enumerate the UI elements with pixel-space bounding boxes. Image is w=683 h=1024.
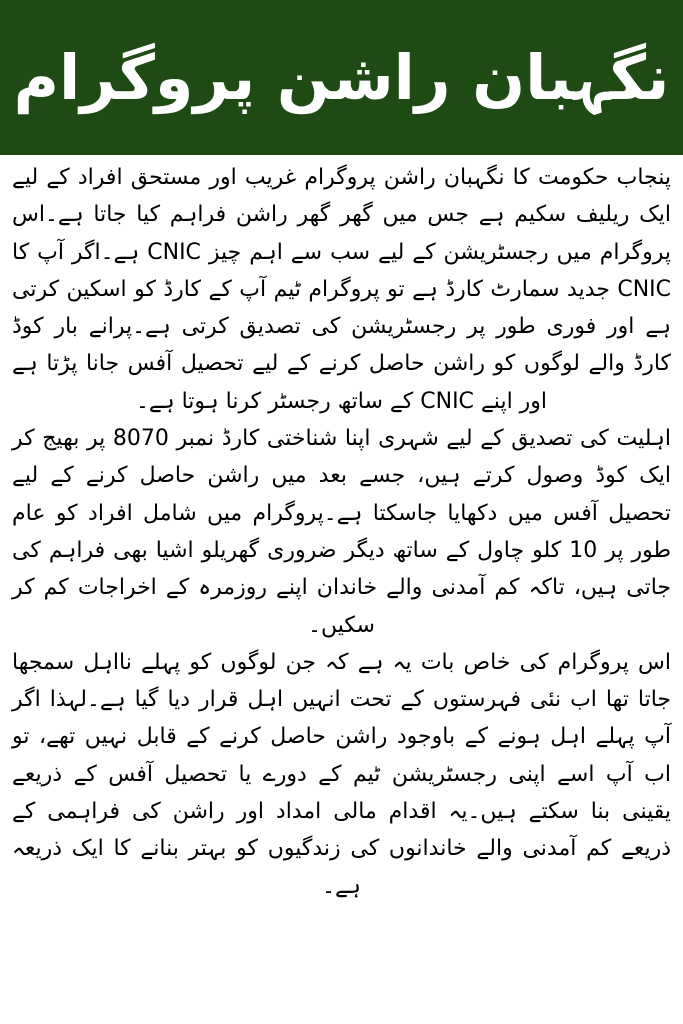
page-title: نگہبان راشن پروگرام xyxy=(13,40,670,114)
paragraph-registration: پنجاب حکومت کا نگہبان راشن پروگرام غریب اور مستحق افراد کے لیے ایک ریلیف سکیم ہے جس میں گھر گھر راشن فراہم کیا جاتا ہے۔اس پروگرام میں رجسٹریشن کے لیے سب سے اہم چیز CNIC ہے۔اگر آپ کا CNIC جدید سمارٹ کارڈ ہے تو پروگرام ٹیم آپ کے کارڈ کو اسکین کرتی ہے اور فوری طور پر رجسٹریشن کی تصدیق کرتی ہے۔پرانے بار کوڈ کارڈ والے لوگوں کو راشن حاصل کرنے کے لیے تحصیل آفس جانا پڑتا ہے اور اپنے CNIC کے ساتھ رجسٹر کرنا ہوتا ہے۔ xyxy=(12,165,671,414)
article-body xyxy=(0,155,683,905)
paragraph-special-feature: اس پروگرام کی خاص بات یہ ہے کہ جن لوگوں کو پہلے نااہل سمجھا جاتا تھا اب نئی فہرستوں کے تحت انہیں اہل قرار دیا گیا ہے۔لہذا اگر آپ پہلے اہل ہونے کے باوجود راشن حاصل کرنے کے قابل نہیں تھے، تو اب آپ اسے اپنی رجسٹریشن ٹیم کے دورے یا تحصیل آفس کے ذریعے یقینی بنا سکتے ہیں۔یہ اقدام مالی امداد اور راشن کی فراہمی کے ذریعے کم آمدنی والے خاندانوں کی زندگیوں کو بہتر بنانے کا ایک ذریعہ ہے۔ xyxy=(12,649,671,899)
paragraph-eligibility: اہلیت کی تصدیق کے لیے شہری اپنا شناختی کارڈ نمبر 8070 پر بھیج کر ایک کوڈ وصول کرتے ہیں، جسے بعد میں راشن حاصل کرنے کے لیے تحصیل آفس میں دکھایا جاسکتا ہے۔پروگرام میں شامل افراد کو عام طور پر 10 کلو چاول کے ساتھ دیگر ضروری گھریلو اشیا بھی فراہم کی جاتی ہیں، تاکہ کم آمدنی والے خاندان اپنے روزمرہ کے اخراجات کم کر سکیں۔ xyxy=(12,426,672,638)
title-banner xyxy=(0,0,683,155)
